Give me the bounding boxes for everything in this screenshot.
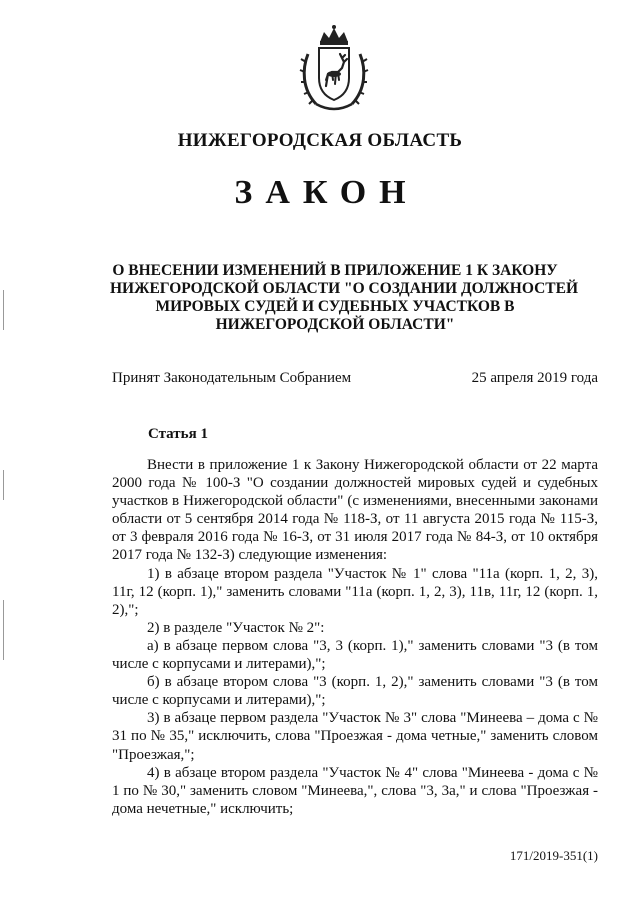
- scan-mark: [3, 600, 4, 660]
- article-paragraph: 4) в абзаце втором раздела "Участок № 4" слова "Минеева - дома с № 1 по № 30," заменить словом "Минеева,", слова "3, 3а," и слова "Проезжая - дома нечетные," исключить;: [112, 764, 598, 817]
- article-paragraph: 1) в абзаце втором раздела "Участок № 1" слова "11а (корп. 1, 2, 3), 11г, 12 (корп. 1)," заменить словами "11а (корп. 1, 2, 3), 11в, 11г, 12 (корп. 1, 2),";: [112, 565, 598, 618]
- document-type: ЗАКОН: [234, 174, 419, 211]
- article-paragraph: а) в абзаце первом слова "3, 3 (корп. 1)," заменить словами "3 (в том числе с корпусами и литерами),";: [112, 637, 598, 673]
- law-title-line: НИЖЕГОРОДСКОЙ ОБЛАСТИ": [215, 316, 455, 333]
- adoption-date: 25 апреля 2019 года: [471, 370, 598, 386]
- scan-mark: [3, 470, 4, 500]
- adopted-by: Принят Законодательным Собранием: [112, 370, 352, 386]
- coat-of-arms-icon: [298, 24, 370, 116]
- article-body: [112, 456, 598, 818]
- law-title: [110, 262, 578, 334]
- law-title-line: НИЖЕГОРОДСКОЙ ОБЛАСТИ "О СОЗДАНИИ ДОЛЖНОСТЕЙ: [110, 280, 578, 297]
- article-paragraph: Внести в приложение 1 к Закону Нижегородской области от 22 марта 2000 года № 100-З "О создании должностей мировых судей и судебных участков в Нижегородской области" (с изменениями, внесенными законами области от 5 сентября 2014 года № 118-З, от 11 августа 2015 года № 115-З, от 3 февраля 2016 года № 16-З, от 31 июля 2017 года № 84-З, от 10 октября 2017 года № 132-З) следующие изменения:: [112, 457, 598, 564]
- law-title-line: МИРОВЫХ СУДЕЙ И СУДЕБНЫХ УЧАСТКОВ В: [155, 298, 515, 315]
- article-paragraph: 3) в абзаце первом раздела "Участок № 3" слова "Минеева – дома с № 31 по № 35," исключить, слова "Проезжая - дома четные," заменить словом "Проезжая,";: [112, 710, 598, 763]
- region-name: НИЖЕГОРОДСКАЯ ОБЛАСТЬ: [177, 130, 463, 151]
- article-paragraph: б) в абзаце втором слова "3 (корп. 1, 2)," заменить словами "3 (в том числе с корпусами и литерами),";: [112, 674, 598, 709]
- document-number: 171/2019-351(1): [509, 848, 598, 863]
- scan-mark: [3, 290, 4, 330]
- law-title-line: О ВНЕСЕНИИ ИЗМЕНЕНИЙ В ПРИЛОЖЕНИЕ 1 К ЗАКОНУ: [112, 262, 558, 279]
- article-heading: Статья 1: [148, 426, 208, 442]
- adoption-info: [112, 370, 598, 387]
- article-paragraph: 2) в разделе "Участок № 2":: [147, 619, 325, 636]
